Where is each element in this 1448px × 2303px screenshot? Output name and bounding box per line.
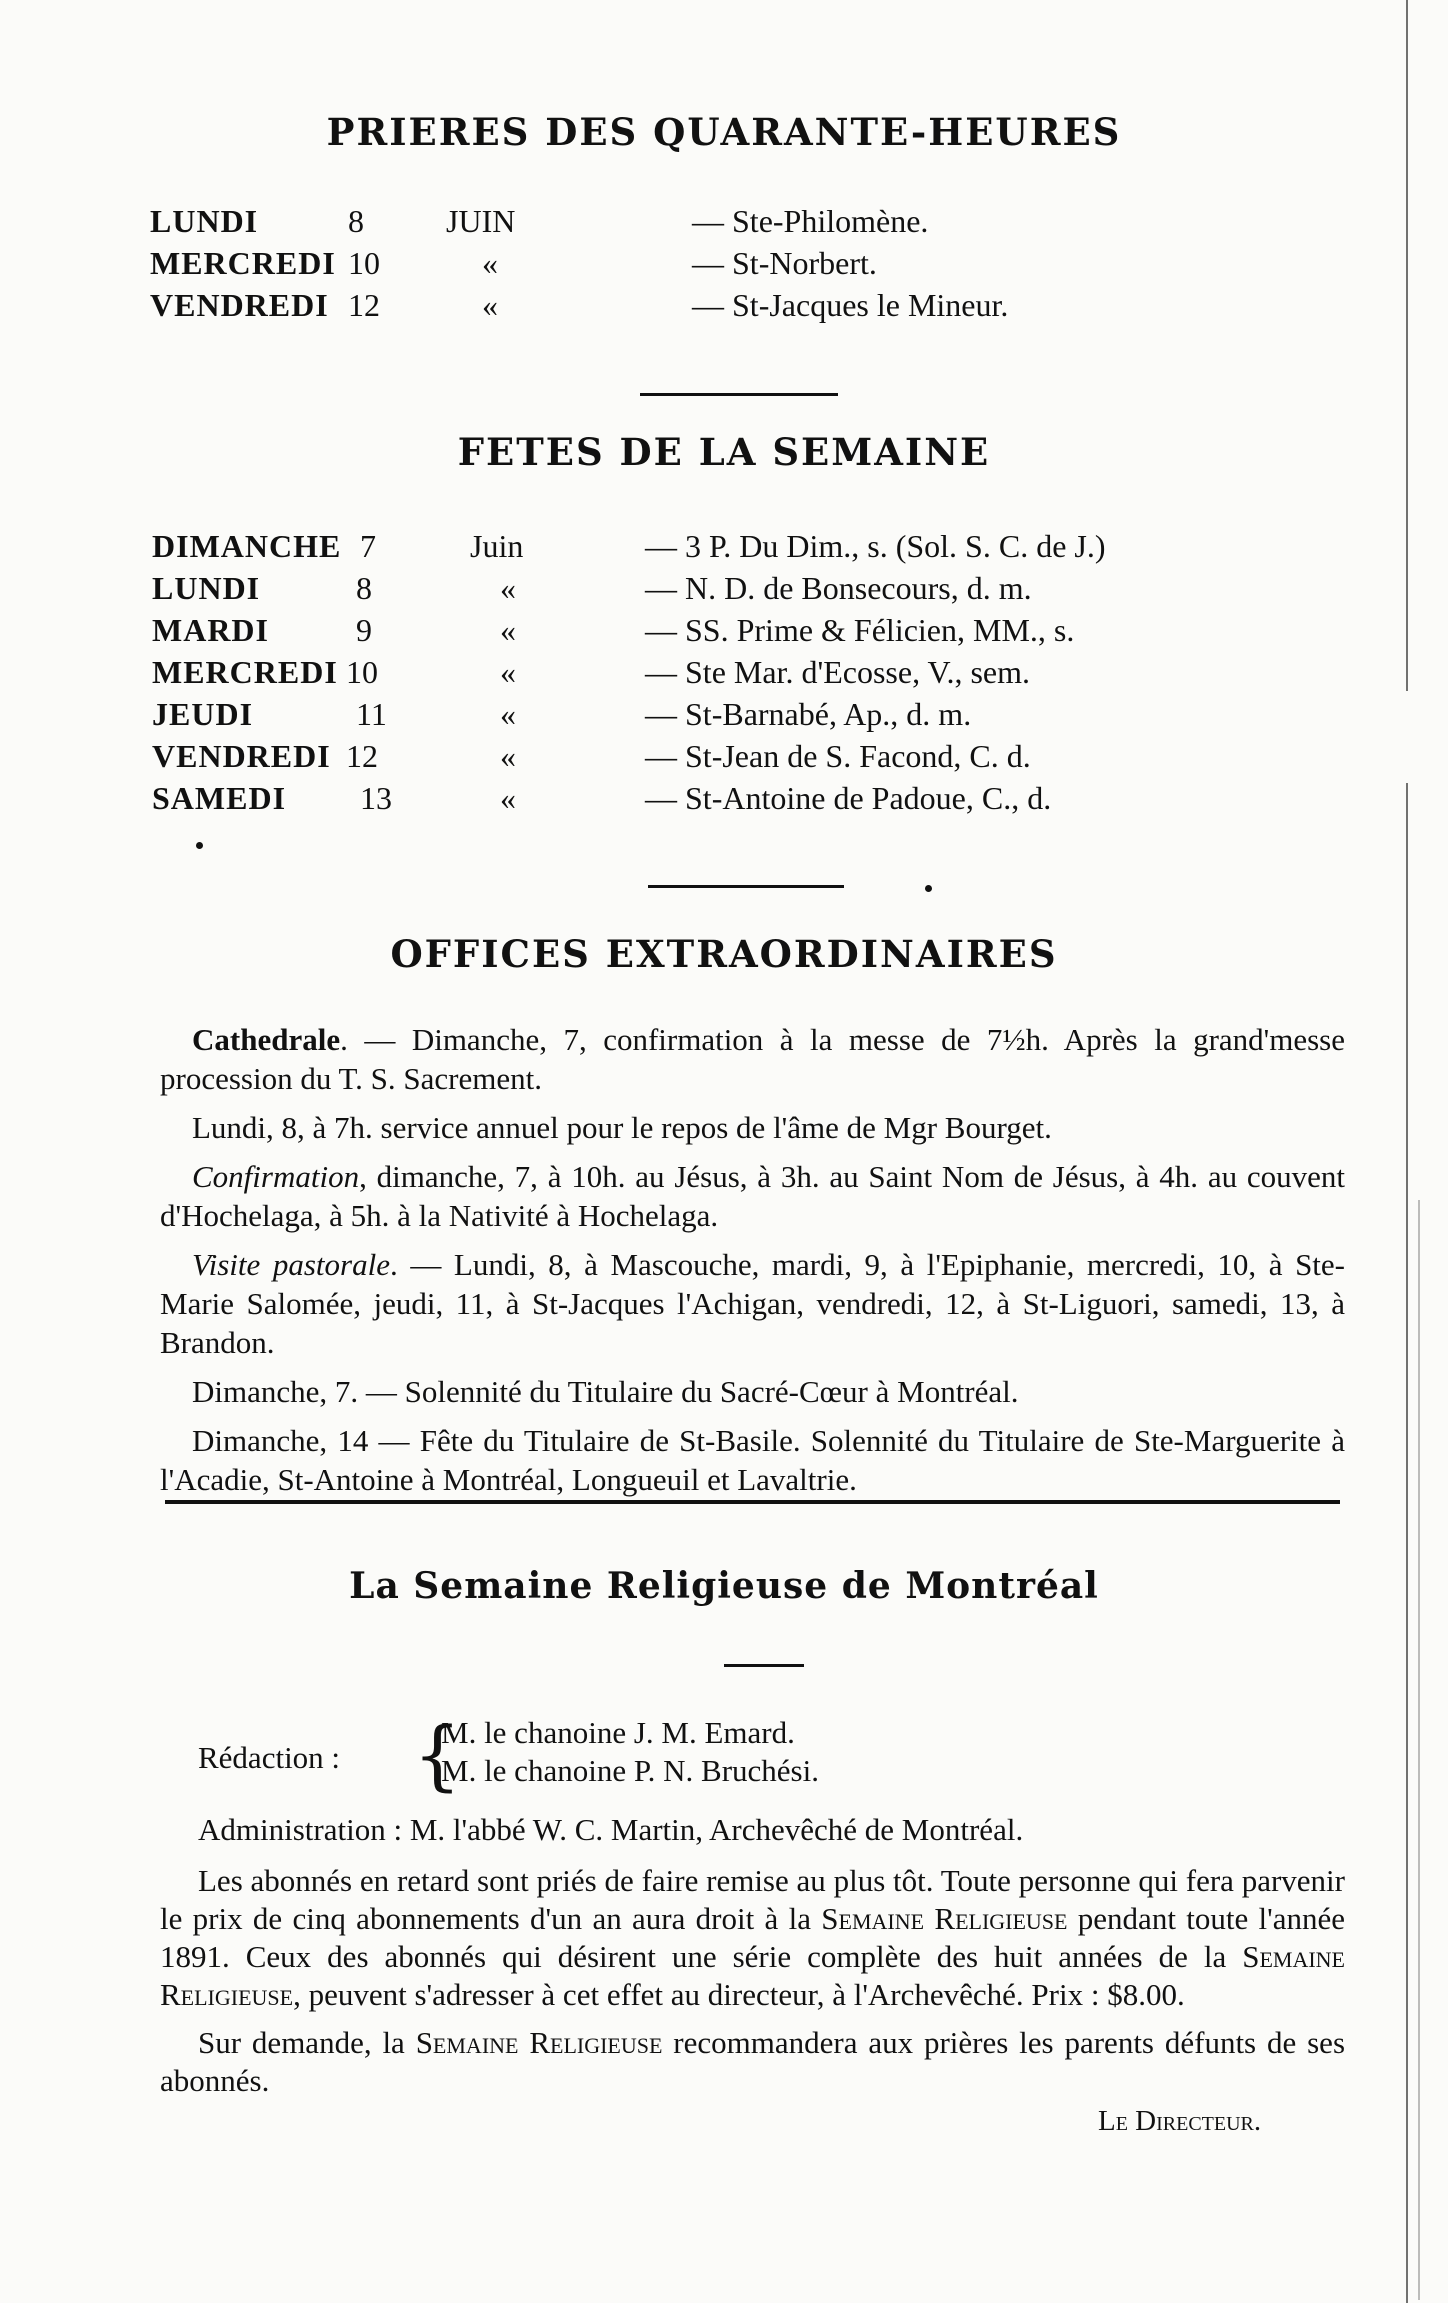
publication-name: Semaine Religieuse — [821, 1901, 1068, 1936]
month: Juin — [470, 528, 524, 564]
fetes-row — [0, 780, 1448, 824]
day: VENDREDI — [152, 738, 331, 774]
quarante-row — [0, 287, 1448, 331]
church: — Ste-Philomène. — [692, 203, 929, 239]
request-text: recommandera aux prières les parents défunts de ses abonnés. — [160, 2025, 1346, 2098]
quarante-heures-title: PRIERES DES QUARANTE-HEURES — [326, 110, 1122, 154]
confirmation-text: , dimanche, 7, à 10h. au Jésus, à 3h. au Saint Nom de Jésus, à 4h. au couvent d'Hochelaga, à 5h. à la Nativité à Hochelaga. — [160, 1159, 1345, 1233]
offices-paragraph — [160, 1020, 1345, 1098]
date: 8 — [356, 570, 372, 606]
fetes-row — [0, 528, 1448, 572]
feast: — St-Jean de S. Facond, C. d. — [645, 738, 1031, 774]
confirmation-label: Confirmation — [192, 1159, 360, 1194]
ink-dot — [925, 885, 932, 892]
church: — St-Jacques le Mineur. — [692, 287, 1009, 323]
visite-label: Visite pastorale — [192, 1247, 390, 1282]
month: « — [482, 287, 498, 323]
offices-paragraph — [160, 1157, 1345, 1235]
date: 13 — [360, 780, 392, 816]
redaction-label: Rédaction : — [198, 1740, 341, 1775]
day: DIMANCHE — [152, 528, 342, 564]
feast: — 3 P. Du Dim., s. (Sol. S. C. de J.) — [645, 528, 1106, 564]
month: « — [500, 696, 516, 732]
date: 12 — [348, 287, 380, 323]
day: JEUDI — [152, 696, 254, 732]
feast: — SS. Prime & Félicien, MM., s. — [645, 612, 1075, 648]
month: « — [500, 654, 516, 690]
section-divider-long — [165, 1500, 1340, 1504]
redactor-name: M. le chanoine P. N. Bruchési. — [441, 1753, 819, 1788]
month: « — [500, 612, 516, 648]
signature: Le Directeur. — [1098, 2105, 1262, 2137]
section-divider — [724, 1664, 804, 1667]
section-divider — [648, 885, 844, 888]
day: MERCREDI — [150, 245, 336, 281]
date: 11 — [356, 696, 387, 732]
ink-dot — [196, 842, 203, 849]
fetes-title: FETES DE LA SEMAINE — [457, 430, 991, 474]
notice-text: Les abonnés en retard sont priés de faire remise au plus tôt. Toute personne qui fera parvenir le prix de cinq abonnements d'un an aura droit à la — [160, 1863, 1345, 1936]
page-edge-rule — [1406, 0, 1408, 2303]
quarante-row — [0, 203, 1448, 247]
cathedrale-label: Cathedrale — [192, 1022, 341, 1057]
offices-paragraph: Dimanche, 14 — Fête du Titulaire de St-Basile. Solennité du Titulaire de Ste-Marguerite à l'Acadie, St-Antoine à Montréal, Longueuil et Lavaltrie. — [160, 1423, 1345, 1497]
day: MARDI — [152, 612, 269, 648]
subscription-notice — [160, 1862, 1345, 2014]
feast: — St-Barnabé, Ap., d. m. — [645, 696, 972, 732]
month: « — [482, 245, 498, 281]
date: 12 — [346, 738, 378, 774]
page-edge-rule-inner — [1418, 1200, 1420, 2300]
date: 8 — [348, 203, 364, 239]
day: LUNDI — [152, 570, 261, 606]
offices-paragraph: Dimanche, 7. — Solennité du Titulaire du Sacré-Cœur à Montréal. — [192, 1374, 1019, 1409]
prayer-request — [160, 2024, 1345, 2100]
cathedrale-text: . — Dimanche, 7, confirmation à la messe de 7½h. Après la grand'messe procession du T. S. Sacrement. — [160, 1022, 1345, 1096]
day: MERCREDI — [152, 654, 338, 690]
day: VENDREDI — [150, 287, 329, 323]
month: « — [500, 780, 516, 816]
offices-title: OFFICES EXTRAORDINAIRES — [390, 932, 1058, 976]
church: — St-Norbert. — [692, 245, 877, 281]
month: JUIN — [446, 203, 516, 239]
day: LUNDI — [150, 203, 259, 239]
administration-line: Administration : M. l'abbé W. C. Martin, Archevêché de Montréal. — [198, 1812, 1024, 1847]
notice-text: , peuvent s'adresser à cet effet au directeur, à l'Archevêché. Prix : $8.00. — [293, 1977, 1185, 2012]
section-divider — [640, 393, 838, 396]
month: « — [500, 570, 516, 606]
notes-body — [160, 1862, 1345, 2110]
redactor-name: M. le chanoine J. M. Emard. — [441, 1715, 795, 1750]
offices-paragraph — [160, 1245, 1345, 1362]
day: SAMEDI — [152, 780, 287, 816]
fetes-row — [0, 612, 1448, 656]
semaine-title: La Semaine Religieuse de Montréal — [349, 1565, 1099, 1607]
offices-paragraph: Lundi, 8, à 7h. service annuel pour le repos de l'âme de Mgr Bourget. — [192, 1110, 1052, 1145]
date: 9 — [356, 612, 372, 648]
feast: — Ste Mar. d'Ecosse, V., sem. — [645, 654, 1031, 690]
feast: — St-Antoine de Padoue, C., d. — [645, 780, 1052, 816]
date: 7 — [360, 528, 376, 564]
notice-text: pendant toute l'année 1891. Ceux des abonnés qui désirent une série complète des huit années de la — [160, 1901, 1346, 1974]
fetes-row — [0, 738, 1448, 782]
feast: — N. D. de Bonsecours, d. m. — [645, 570, 1032, 606]
visite-text: . — Lundi, 8, à Mascouche, mardi, 9, à l'Epiphanie, mercredi, 10, à Ste-Marie Salomée, jeudi, 11, à St-Jacques l'Achigan, vendredi, 12, à St-Liguori, samedi, 13, à Brandon. — [160, 1247, 1346, 1360]
date: 10 — [348, 245, 380, 281]
request-text: Sur demande, la — [198, 2025, 416, 2060]
fetes-row — [0, 654, 1448, 698]
fetes-row — [0, 570, 1448, 614]
brace-symbol: { — [413, 1710, 462, 1799]
publication-name: Semaine Religieuse — [160, 1939, 1345, 2012]
quarante-row — [0, 245, 1448, 289]
date: 10 — [346, 654, 378, 690]
fetes-row — [0, 696, 1448, 740]
month: « — [500, 738, 516, 774]
offices-body — [160, 1020, 1345, 1509]
publication-name: Semaine Religieuse — [415, 2025, 663, 2060]
